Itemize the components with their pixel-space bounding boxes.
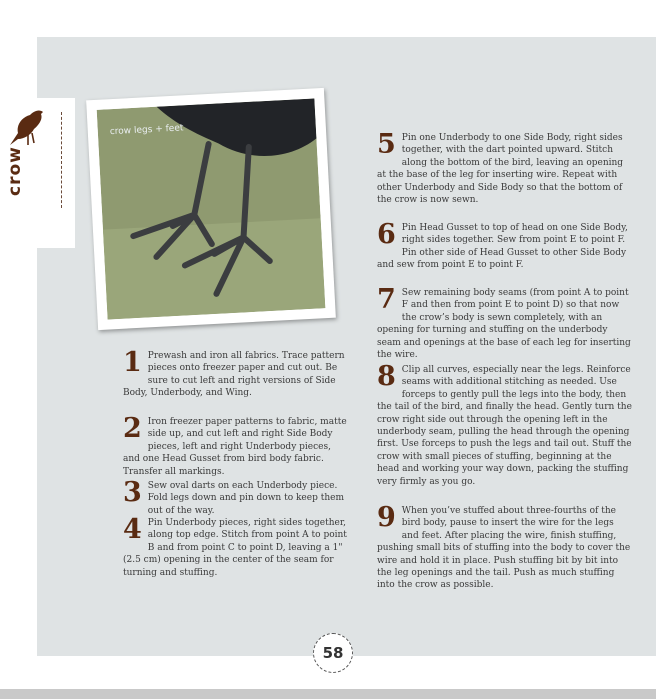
step-text: Pin one Underbody to one Side Body, right sides together, with the dart pointed upward. Stitch along the bottom of the bird, leaving an opening at the base of the leg for inserting wire. Repeat with other Underbody and Side Body so that the bottom of the crow is now sewn. xyxy=(377,133,624,206)
step-number: 4 xyxy=(123,514,142,545)
step-5 xyxy=(377,129,632,206)
step-text: Prewash and iron all fabrics. Trace pattern pieces onto freezer paper and cut out. Be sure to cut left and right versions of Side Body, Underbody, and Wing. xyxy=(123,351,345,399)
step-text: When you’ve stuffed about three-fourths of the bird body, pause to insert the wire for the legs and feet. After placing the wire, finish stuffing, pushing small bits of stuffing into the body to cover the wire and hold it in place. Push stuffing bit by bit into the leg openings and the tail. Push as much stuffing into the crow as possible. xyxy=(377,506,631,591)
step-number: 8 xyxy=(377,361,396,392)
step-3 xyxy=(123,477,349,517)
step-9 xyxy=(377,502,632,592)
step-1 xyxy=(123,347,349,400)
step-text: Sew remaining body seams (from point A to point F and then from point E to point D) so that now the crow’s body is sewn completely, with an opening for turning and stuffing on the underbody seam and openings at the base of each leg for inserting the wire. xyxy=(377,288,631,361)
step-text: Clip all curves, especially near the legs. Reinforce seams with additional stitching as needed. Use forceps to gently pull the legs into the body, then the tail of the bird, and finally the head. Gently turn the crow right side out through the opening left in the underbody seam, pulling the head through the opening first. Use forceps to push the legs and tail out. Stuff the crow with small pieces of stuffing, beginning at the head and working your way down, packing the stuffing very firmly as you go. xyxy=(377,365,632,487)
step-7 xyxy=(377,284,632,361)
crow-feet-photo xyxy=(86,88,336,330)
crow-silhouette-icon xyxy=(6,105,46,149)
step-text: Iron freezer paper patterns to fabric, matte side up, and cut left and right Side Body pieces, left and right Underbody pieces, and one Head Gusset from bird body fabric. Transfer all markings. xyxy=(123,417,347,477)
step-text: Pin Head Gusset to top of head on one Side Body, right sides together. Sew from point E to point F. Pin other side of Head Gusset to other Side Body and sew from point E to point F. xyxy=(377,223,628,271)
tab-dotted-divider xyxy=(61,112,62,208)
step-number: 3 xyxy=(123,477,142,508)
step-number: 9 xyxy=(377,502,396,533)
step-number: 1 xyxy=(123,347,142,378)
step-2 xyxy=(123,413,349,478)
step-number: 7 xyxy=(377,284,396,315)
step-6 xyxy=(377,219,632,272)
page-number: 58 xyxy=(313,633,353,673)
step-number: 2 xyxy=(123,413,142,444)
chapter-label: crow xyxy=(5,146,25,196)
step-text: Pin Underbody pieces, right sides together, along top edge. Stitch from point A to point B and from point C to point D, leaving a 1" (2.5 cm) opening in the center of the seam for turning and stuffing. xyxy=(123,518,347,578)
step-number: 6 xyxy=(377,219,396,250)
photo-caption: crow legs + feet xyxy=(109,123,184,138)
step-number: 5 xyxy=(377,129,396,160)
page-bottom-edge xyxy=(0,689,656,699)
step-8 xyxy=(377,361,632,488)
step-4 xyxy=(123,514,349,579)
step-text: Sew oval darts on each Underbody piece. Fold legs down and pin down to keep them out of the way. xyxy=(147,481,344,516)
